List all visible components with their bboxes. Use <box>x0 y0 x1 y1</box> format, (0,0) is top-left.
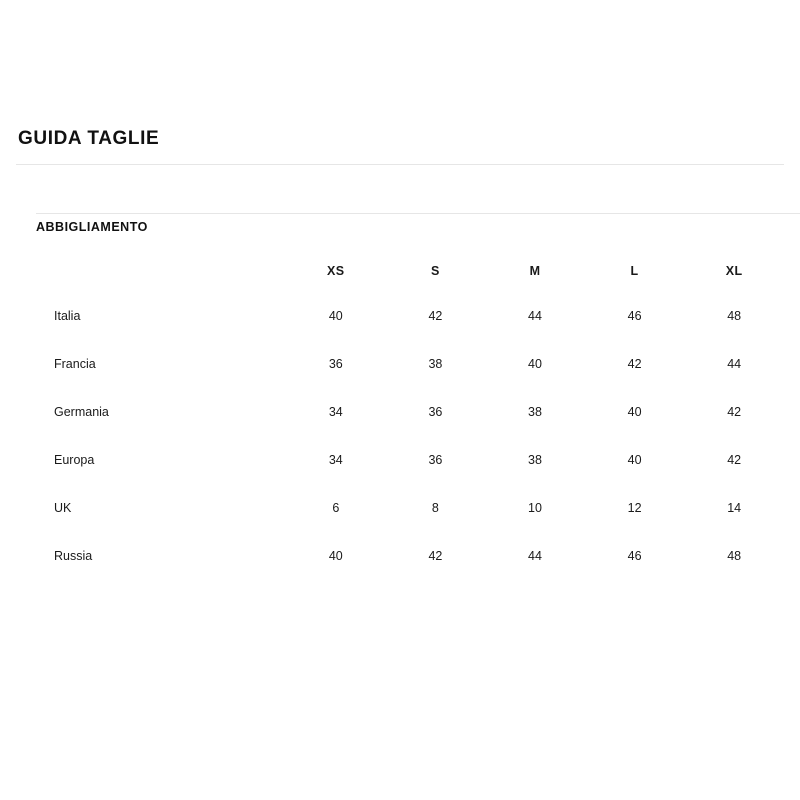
cell-italia-xs: 40 <box>328 309 343 323</box>
size-guide-content <box>16 110 784 580</box>
cell-francia-xs: 36 <box>328 357 343 371</box>
cell-italia-s: 42 <box>428 309 443 323</box>
row-label-italia: Italia <box>54 309 81 323</box>
cell-germania-s: 36 <box>428 405 443 419</box>
table-row <box>16 340 784 388</box>
cell-francia-m: 40 <box>528 357 542 371</box>
cell-russia-s: 42 <box>428 549 443 563</box>
table-row <box>16 388 784 436</box>
cell-europa-s: 36 <box>428 453 443 467</box>
cell-europa-xs: 34 <box>328 453 343 467</box>
cell-russia-m: 44 <box>528 549 542 563</box>
cell-uk-s: 8 <box>431 501 439 515</box>
cell-uk-m: 10 <box>528 501 542 515</box>
row-label-uk: UK <box>54 501 72 515</box>
column-header-m: M <box>529 264 541 278</box>
row-label-francia: Francia <box>54 357 96 371</box>
column-header-xl: XL <box>725 264 743 278</box>
cell-germania-m: 38 <box>528 405 542 419</box>
cell-europa-xl: 42 <box>727 453 742 467</box>
row-label-europa: Europa <box>54 453 95 467</box>
column-header-xs: XS <box>327 264 345 278</box>
cell-francia-xl: 44 <box>727 357 742 371</box>
column-header-l: L <box>630 264 639 278</box>
cell-germania-l: 40 <box>627 405 642 419</box>
cell-uk-l: 12 <box>627 501 642 515</box>
cell-italia-l: 46 <box>627 309 642 323</box>
cell-germania-xs: 34 <box>328 405 343 419</box>
spacer <box>16 165 784 213</box>
size-table <box>16 252 784 580</box>
table-row <box>16 436 784 484</box>
cell-uk-xs: 6 <box>332 501 340 515</box>
section-title-abbigliamento: ABBIGLIAMENTO <box>36 220 148 234</box>
cell-francia-s: 38 <box>428 357 443 371</box>
column-header-region <box>16 252 286 292</box>
cell-italia-m: 44 <box>528 309 542 323</box>
row-label-russia: Russia <box>54 549 93 563</box>
cell-europa-m: 38 <box>528 453 542 467</box>
table-row <box>16 484 784 532</box>
cell-uk-xl: 14 <box>727 501 742 515</box>
cell-francia-l: 42 <box>627 357 642 371</box>
cell-italia-xl: 48 <box>727 309 742 323</box>
table-header-row <box>16 252 784 292</box>
cell-russia-l: 46 <box>627 549 642 563</box>
table-row <box>16 532 784 580</box>
table-body <box>16 292 784 580</box>
cell-germania-xl: 42 <box>727 405 742 419</box>
cell-europa-l: 40 <box>627 453 642 467</box>
cell-russia-xs: 40 <box>328 549 343 563</box>
column-header-s: S <box>431 264 440 278</box>
divider-section <box>36 213 800 214</box>
cell-russia-xl: 48 <box>727 549 742 563</box>
page-title: GUIDA TAGLIE <box>18 128 160 149</box>
row-label-germania: Germania <box>54 405 109 419</box>
table-row <box>16 292 784 340</box>
table-header <box>16 252 784 292</box>
